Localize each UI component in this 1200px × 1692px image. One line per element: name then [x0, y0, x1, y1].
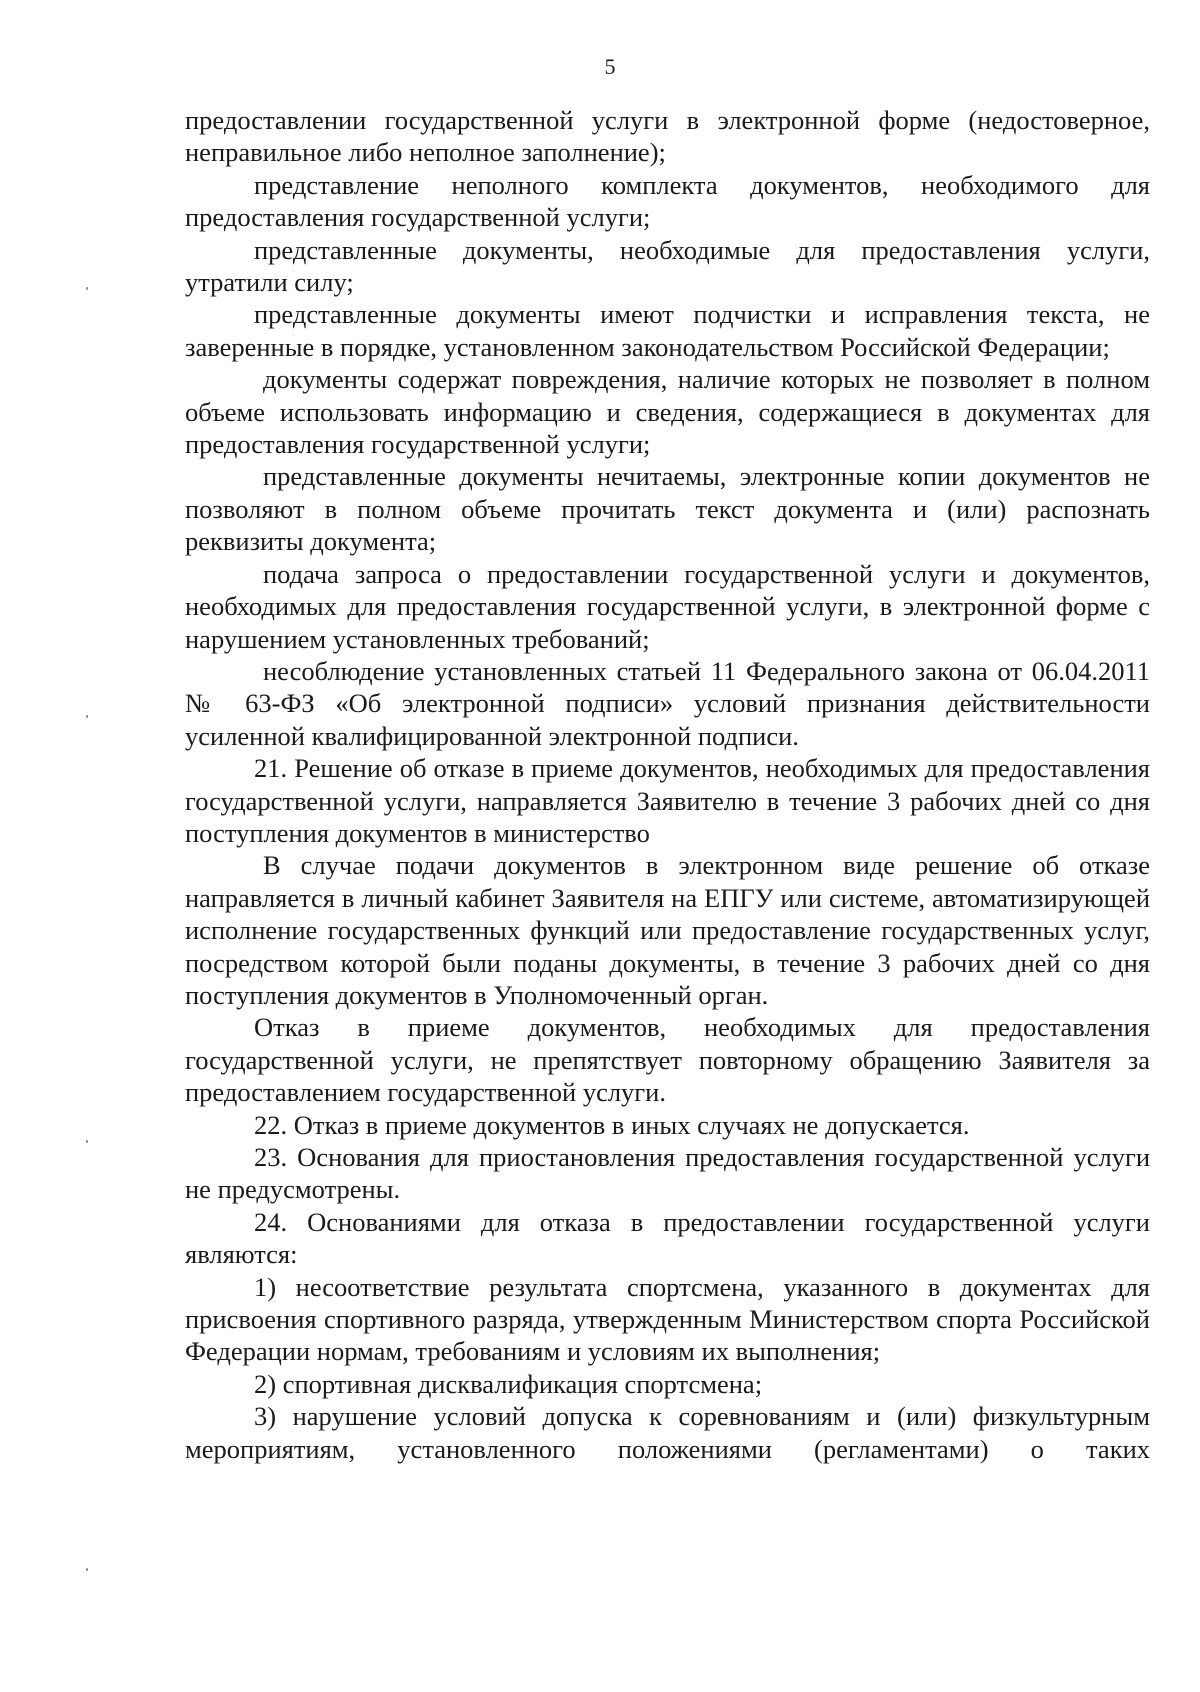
paragraph-damaged-documents: документы содержат повреждения, наличие которых не позволяет в полном объеме использовать информацию и сведения, содержащиеся в документах для предоставления государственной услуги; [185, 364, 1150, 460]
paragraph-repeat-request: Отказ в приеме документов, необходимых для предоставления государственной услуги, не препятствует повторному обращению Заявителя за предоставлением государственной услуги. [185, 1012, 1150, 1108]
paragraph-signature-validity: несоблюдение установленных статьей 11 Федерального закона от 06.04.2011 № 63-ФЗ «Об электронной подписи» условий признания действительности усиленной квалифицированной электронной подписи. [185, 655, 1150, 751]
scan-speck [86, 1140, 88, 1143]
paragraph-unreadable-documents: представленные документы нечитаемы, электронные копии документов не позволяют в полном объеме прочитать текст документа и (или) распознать реквизиты документа; [185, 461, 1150, 557]
paragraph-item-21: 21. Решение об отказе в приеме документов, необходимых для предоставления государственной услуги, направляется Заявителю в течение 3 рабочих дней со дня поступления документов в министерство [185, 753, 1150, 848]
paragraph-continuation: предоставлении государственной услуги в электронной форме (недостоверное, неправильное либо неполное заполнение); [185, 105, 1150, 168]
paragraph-incomplete-set: представление неполного комплекта документов, необходимого для предоставления государственной услуги; [185, 169, 1150, 233]
paragraph-item-23: 23. Основания для приостановления предоставления государственной услуги не предусмотрены. [185, 1142, 1150, 1205]
page-number: 5 [604, 54, 616, 79]
paragraph-subitem-3: 3) нарушение условий допуска к соревнованиям и (или) физкультурным мероприятиям, установленного положениями (регламентами) о таких [185, 1401, 1150, 1464]
paragraph-electronic-request: подача запроса о предоставлении государственной услуги и документов, необходимых для предоставления государственной услуги, в электронной форме с нарушением установленных требований; [185, 558, 1150, 654]
paragraph-electronic-refusal: В случае подачи документов в электронном виде решение об отказе направляется в личный кабинет Заявителя на ЕПГУ или системе, автоматизирующей исполнение государственных функций или предоставление государственных услуг, посредством которой были поданы документы, в течение 3 рабочих дней со дня поступления документов в Уполномоченный орган. [185, 850, 1150, 1010]
scan-speck [86, 715, 88, 718]
paragraph-corrections: представленные документы имеют подчистки и исправления текста, не заверенные в порядке, установленном законодательством Российской Федерации; [185, 299, 1150, 362]
scan-speck [86, 1568, 88, 1571]
paragraph-item-22: 22. Отказ в приеме документов в иных случаях не допускается. [254, 1109, 970, 1140]
paragraph-item-24: 24. Основаниями для отказа в предоставлении государственной услуги являются: [185, 1206, 1150, 1270]
document-body [185, 104, 1150, 1465]
paragraph-expired-documents: представленные документы, необходимые для предоставления услуги, утратили силу; [185, 234, 1150, 298]
scan-speck [86, 287, 88, 290]
paragraph-subitem-2: 2) спортивная дисквалификация спортсмена; [254, 1368, 763, 1399]
paragraph-subitem-1: 1) несоответствие результата спортсмена, указанного в документах для присвоения спортивного разряда, утвержденным Министерством спорта Российской Федерации нормам, требованиям и условиям их выполнения; [185, 1271, 1150, 1367]
